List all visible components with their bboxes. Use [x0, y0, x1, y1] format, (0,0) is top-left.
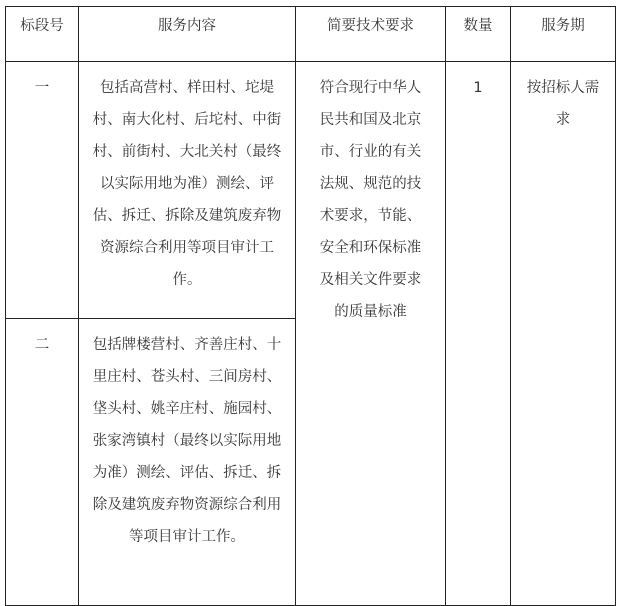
- service-content: [79, 319, 296, 606]
- lot-number: 一: [6, 62, 79, 319]
- service-content: [79, 62, 296, 319]
- header-service-period: 服务期: [511, 7, 616, 62]
- service-table: [5, 6, 616, 606]
- service-content-text: 包括牌楼营村、齐善庄村、十里庄村、苍头村、三间房村、垡头村、姚辛庄村、施园村、张家湾镇村（最终以实际用地为准）测绘、评估、拆迁、拆除及建筑废弃物资源综合利用等项目审计工作。: [92, 337, 282, 545]
- header-requirements: 简要技术要求: [296, 7, 446, 62]
- header-lot: 标段号: [6, 7, 79, 62]
- technical-requirements-text: 符合现行中华人民共和国及北京市、行业的有关法规、规范的技术要求，节能、安全和环保标准及相关文件要求的质量标准: [319, 80, 422, 320]
- quantity: 1: [446, 62, 511, 606]
- table-row: [6, 62, 616, 319]
- table-header-row: [6, 7, 616, 62]
- service-period-text: 按招标人需求: [526, 80, 600, 128]
- technical-requirements: [296, 62, 446, 606]
- lot-number: 二: [6, 319, 79, 606]
- service-period: [511, 62, 616, 606]
- header-content: 服务内容: [79, 7, 296, 62]
- service-content-text: 包括高营村、样田村、坨堤村、南大化村、后坨村、中街村、前街村、大北关村（最终以实际用地为准）测绘、评估、拆迁、拆除及建筑废弃物资源综合利用等项目审计工作。: [92, 80, 282, 288]
- header-quantity: 数量: [446, 7, 511, 62]
